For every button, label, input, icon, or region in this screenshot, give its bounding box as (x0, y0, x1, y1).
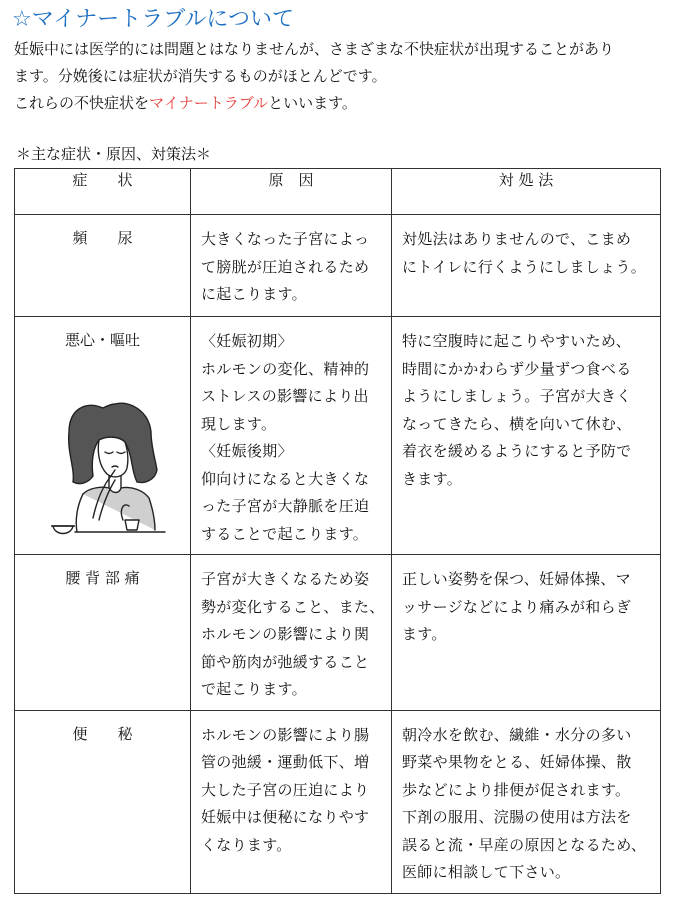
cause-line: 妊娠中は便秘になりやす (201, 808, 370, 826)
intro-line-3-suffix: といいます。 (268, 94, 357, 112)
symptom-name: 腰 背 部 痛 (65, 569, 140, 587)
remedy-line: 対処法はありませんので、こまめ (402, 230, 632, 248)
remedy-line: 医師に相談して下さい。 (402, 863, 571, 881)
cause-line: ホルモンの変化、精神的 (201, 359, 370, 378)
cause-line: 大した子宮の圧迫により (201, 780, 370, 799)
cause-line: で起こります。 (201, 680, 307, 698)
intro-line-3-prefix: これらの不快症状を (14, 94, 150, 112)
remedy-line: 歩などにより排便が促されます。 (402, 780, 631, 799)
cause-cell (191, 317, 392, 555)
header-cause: 原 因 (191, 169, 392, 215)
cause-line: 管の弛緩・運動低下、増 (201, 753, 370, 771)
cause-line: 勢が変化すること、また、 (201, 597, 385, 616)
table-row (15, 710, 661, 893)
cause-line: 子宮が大きくなるため姿 (201, 570, 370, 588)
cause-line: ホルモンの影響により関 (201, 625, 370, 643)
symptom-cell (15, 710, 191, 893)
symptom-table (14, 168, 661, 894)
table-row (15, 215, 661, 317)
remedy-cell (392, 710, 661, 893)
symptom-name: 悪心・嘔吐 (64, 331, 140, 349)
page-title: ☆マイナートラブルについて (12, 7, 294, 32)
header-remedy: 対 処 法 (392, 169, 661, 215)
remedy-line: 着衣を緩めるようにすると予防で (402, 442, 632, 460)
cause-line: ホルモンの影響により腸 (201, 725, 370, 744)
cause-line: することで起こります。 (201, 524, 369, 543)
symptom-cell (15, 215, 191, 317)
section-subtitle: ＊主な症状・原因、対策法＊ (16, 145, 212, 163)
cause-line: った子宮が大静脈を圧迫 (201, 497, 370, 515)
remedy-line: ます。 (402, 625, 447, 643)
intro-paragraph (14, 36, 664, 117)
remedy-line: きます。 (402, 469, 463, 488)
symptom-cell (15, 555, 191, 711)
symptom-name: 頻 尿 (72, 229, 133, 247)
remedy-cell (392, 317, 661, 555)
remedy-line: にトイレに行くようにしましょう。 (402, 257, 647, 276)
remedy-line: ようにしましょう。子宮が大きく (402, 387, 632, 405)
header-symptom: 症 状 (15, 169, 191, 215)
cause-line: 〈妊娠後期〉 (201, 442, 293, 460)
minor-trouble-highlight: マイナートラブル (149, 94, 269, 112)
cause-line: 大きくなった子宮によっ (201, 230, 370, 248)
cause-line: 仰向けになると大きくな (201, 469, 370, 488)
nauseous-woman-illustration (15, 370, 191, 540)
remedy-line: 誤ると流・早産の原因となるため、 (402, 835, 647, 854)
remedy-line: 正しい姿勢を保つ、妊婦体操、マ (402, 570, 631, 588)
remedy-line: ッサージなどにより痛みが和らぎ (402, 597, 632, 616)
cause-line: に起こります。 (201, 285, 307, 303)
table-row (15, 317, 661, 555)
remedy-line: なってきたら、横を向いて休む、 (402, 414, 632, 433)
remedy-line: 特に空腹時に起こりやすいため、 (402, 332, 631, 350)
remedy-line: 朝冷水を飲む、繊維・水分の多い (402, 725, 632, 744)
remedy-line: 野菜や果物をとる、妊婦体操、散 (402, 753, 632, 771)
cause-line: て膀胱が圧迫されるため (201, 257, 370, 276)
cause-line: ストレスの影響により出 (201, 387, 369, 405)
remedy-line: 下剤の服用、浣腸の使用は方法を (402, 808, 632, 826)
intro-line-3 (14, 90, 664, 117)
cause-line: くなります。 (201, 835, 292, 854)
table-row (15, 555, 661, 711)
intro-line-2: ます。分娩後には症状が消失するものがほとんどです。 (14, 67, 387, 85)
remedy-cell (392, 555, 661, 711)
cause-cell (191, 215, 392, 317)
table-header-row (15, 169, 661, 215)
cause-line: 節や筋肉が弛緩すること (201, 652, 370, 671)
cause-line: 〈妊娠初期〉 (201, 332, 293, 350)
remedy-cell (392, 215, 661, 317)
intro-line-1: 妊娠中には医学的には問題とはなりませんが、さまざまな不快症状が出現することがあり (14, 40, 615, 58)
cause-line: 現します。 (201, 414, 277, 433)
cause-cell (191, 710, 392, 893)
symptom-name: 便 秘 (72, 724, 133, 743)
remedy-line: 時間にかかわらず少量ずつ食べる (402, 359, 632, 378)
cause-cell (191, 555, 392, 711)
symptom-cell (15, 317, 191, 555)
